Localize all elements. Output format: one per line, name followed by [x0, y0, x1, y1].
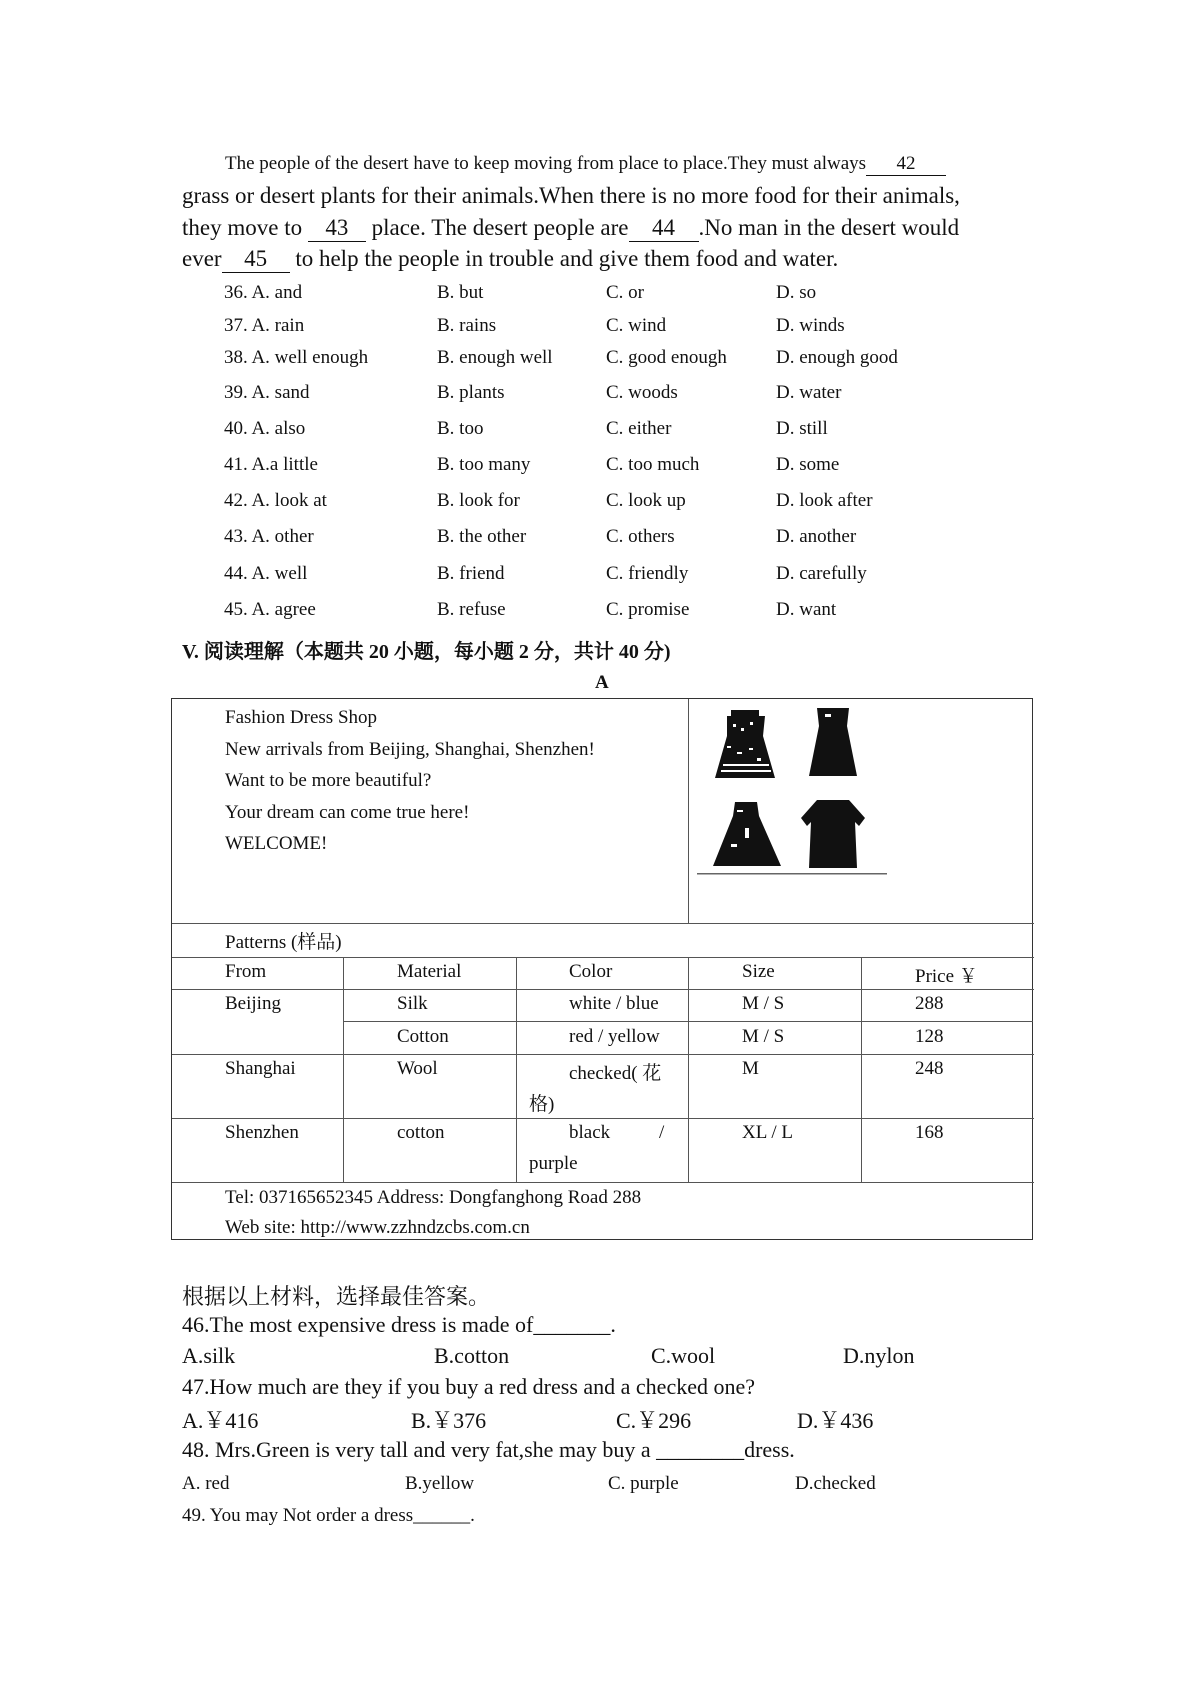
- table-cell-material: Wool: [397, 1058, 438, 1079]
- option-text: A. and: [251, 282, 303, 303]
- table-cell-material: cotton: [397, 1122, 445, 1143]
- option-42-c: C. look up: [606, 490, 686, 511]
- option-43-d: D. another: [776, 526, 857, 547]
- patterns-label: Patterns (样品): [225, 932, 342, 953]
- option-41-a: [224, 454, 318, 476]
- table-cell-size: M / S: [742, 1026, 785, 1047]
- q47-option-a: A.￥416: [182, 1408, 259, 1433]
- ad-line-5: WELCOME!: [225, 833, 328, 854]
- ad-line-2: New arrivals from Beijing, Shanghai, Shenzhen!: [225, 739, 595, 760]
- passage-text: The people of the desert have to keep moving from place to place.They must always: [225, 153, 867, 174]
- table-cell-from: Shenzhen: [225, 1122, 299, 1143]
- option-36-a: [224, 282, 302, 304]
- option-number: 36.: [224, 282, 248, 303]
- option-37-d: D. winds: [776, 315, 845, 336]
- table-cell-color: white / blue: [569, 993, 659, 1014]
- option-37-c: C. wind: [606, 315, 667, 336]
- table-cell-color: checked( 花: [569, 1063, 662, 1084]
- option-45-a: [224, 599, 316, 621]
- option-41-d: D. some: [776, 454, 840, 475]
- option-number: 43.: [224, 526, 248, 547]
- passage-text: place. The desert people are: [371, 215, 629, 240]
- q46-option-c: C.wool: [651, 1343, 716, 1368]
- ad-table: [171, 698, 1033, 1240]
- option-40-b: B. too: [437, 418, 484, 439]
- table-header: Material: [397, 961, 462, 982]
- option-number: 38.: [224, 347, 248, 368]
- option-number: 37.: [224, 315, 248, 336]
- option-number: 42.: [224, 490, 248, 511]
- option-39-a: [224, 382, 310, 404]
- option-44-d: D. carefully: [776, 563, 867, 584]
- option-44-a: [224, 563, 307, 585]
- question-49: 49. You may Not order a dress______.: [182, 1505, 475, 1526]
- question-48: 48. Mrs.Green is very tall and very fat,she may buy a ________dress.: [182, 1437, 795, 1462]
- passage-line-1: [225, 153, 946, 176]
- option-44-c: C. friendly: [606, 563, 689, 584]
- passage-text: they move to: [182, 215, 303, 240]
- option-39-b: B. plants: [437, 382, 505, 403]
- option-text: A. well: [251, 563, 308, 584]
- option-38-b: B. enough well: [437, 347, 553, 368]
- q47-option-c: C.￥296: [616, 1408, 692, 1433]
- table-header: From: [225, 961, 267, 982]
- option-42-b: B. look for: [437, 490, 520, 511]
- option-36-c: C. or: [606, 282, 644, 303]
- q47-option-b: B.￥376: [411, 1408, 487, 1433]
- passage-text: .No man in the desert would: [698, 215, 960, 240]
- option-text: A. other: [251, 526, 314, 547]
- section-title: V. 阅读理解（本题共 20 小题，每小题 2 分，共计 40 分): [182, 641, 671, 663]
- q48-option-b: B.yellow: [405, 1473, 475, 1494]
- q48-option-a: A. red: [182, 1473, 230, 1494]
- option-39-d: D. water: [776, 382, 842, 403]
- option-text: A.a little: [251, 454, 318, 475]
- shop-website: Web site: http://www.zzhndzcbs.com.cn: [225, 1217, 530, 1238]
- option-38-a: [224, 347, 368, 369]
- table-cell-material: Silk: [397, 993, 428, 1014]
- q46-option-b: B.cotton: [434, 1343, 510, 1368]
- option-text: A. well enough: [251, 347, 369, 368]
- table-cell-price: 168: [915, 1122, 944, 1143]
- section-letter: A: [595, 672, 609, 693]
- blank-45: 45: [222, 246, 290, 273]
- option-40-a: [224, 418, 305, 440]
- option-text: A. agree: [251, 599, 316, 620]
- option-41-c: C. too much: [606, 454, 700, 475]
- blank-42: 42: [866, 153, 946, 176]
- table-cell-price: 248: [915, 1058, 944, 1079]
- option-text: A. sand: [251, 382, 310, 403]
- passage-text: to help the people in trouble and give them food and water.: [295, 246, 839, 271]
- option-36-b: B. but: [437, 282, 484, 303]
- table-cell-color-slash: /: [659, 1122, 665, 1143]
- option-42-d: D. look after: [776, 490, 873, 511]
- table-cell-price: 128: [915, 1026, 944, 1047]
- dress-patterns-image: [697, 706, 887, 878]
- passage-line-3: [182, 215, 959, 242]
- passage-line-4: [182, 246, 838, 273]
- table-header: Price ￥: [915, 966, 978, 987]
- option-text: A. look at: [251, 490, 327, 511]
- passage-text: ever: [182, 246, 222, 271]
- option-45-c: C. promise: [606, 599, 690, 620]
- option-43-c: C. others: [606, 526, 675, 547]
- q47-option-d: D.￥436: [797, 1408, 874, 1433]
- table-cell-color: red / yellow: [569, 1026, 660, 1047]
- passage-line-2: grass or desert plants for their animals.When there is no more food for their animals,: [182, 183, 960, 208]
- question-47: 47.How much are they if you buy a red dress and a checked one?: [182, 1374, 756, 1399]
- option-number: 44.: [224, 563, 248, 584]
- ad-line-1: Fashion Dress Shop: [225, 707, 378, 728]
- option-40-c: C. either: [606, 418, 672, 439]
- table-cell-size: M: [742, 1058, 759, 1079]
- option-37-b: B. rains: [437, 315, 497, 336]
- option-38-c: C. good enough: [606, 347, 727, 368]
- ad-line-4: Your dream can come true here!: [225, 802, 470, 823]
- option-45-d: D. want: [776, 599, 837, 620]
- option-40-d: D. still: [776, 418, 828, 439]
- option-41-b: B. too many: [437, 454, 531, 475]
- option-text: A. also: [251, 418, 306, 439]
- table-cell-from: Shanghai: [225, 1058, 296, 1079]
- option-45-b: B. refuse: [437, 599, 506, 620]
- option-43-b: B. the other: [437, 526, 527, 547]
- option-number: 39.: [224, 382, 248, 403]
- table-cell-size: XL / L: [742, 1122, 794, 1143]
- option-number: 45.: [224, 599, 248, 620]
- q48-option-c: C. purple: [608, 1473, 679, 1494]
- instruction: 根据以上材料，选择最佳答案。: [182, 1284, 491, 1309]
- table-cell-from: Beijing: [225, 993, 281, 1014]
- option-number: 41.: [224, 454, 248, 475]
- table-cell-material: Cotton: [397, 1026, 449, 1047]
- blank-44: 44: [629, 215, 699, 242]
- option-39-c: C. woods: [606, 382, 678, 403]
- shop-tel-address: Tel: 037165652345 Address: Dongfanghong Road 288: [225, 1187, 642, 1208]
- blank-43: 43: [308, 215, 366, 242]
- option-43-a: [224, 526, 314, 548]
- option-38-d: D. enough good: [776, 347, 898, 368]
- option-42-a: [224, 490, 327, 512]
- question-46: 46.The most expensive dress is made of_______.: [182, 1312, 616, 1337]
- table-cell-color: black: [569, 1122, 611, 1143]
- table-cell-color-cont: purple: [529, 1153, 578, 1174]
- option-number: 40.: [224, 418, 248, 439]
- option-text: A. rain: [251, 315, 305, 336]
- option-37-a: [224, 315, 304, 337]
- q48-option-d: D.checked: [795, 1473, 876, 1494]
- ad-line-3: Want to be more beautiful?: [225, 770, 432, 791]
- option-44-b: B. friend: [437, 563, 505, 584]
- option-36-d: D. so: [776, 282, 817, 303]
- table-cell-color-cont: 格): [529, 1094, 555, 1115]
- table-cell-price: 288: [915, 993, 944, 1014]
- q46-option-d: D.nylon: [843, 1343, 915, 1368]
- table-cell-size: M / S: [742, 993, 785, 1014]
- q46-option-a: A.silk: [182, 1343, 236, 1368]
- table-header: Color: [569, 961, 613, 982]
- table-header: Size: [742, 961, 775, 982]
